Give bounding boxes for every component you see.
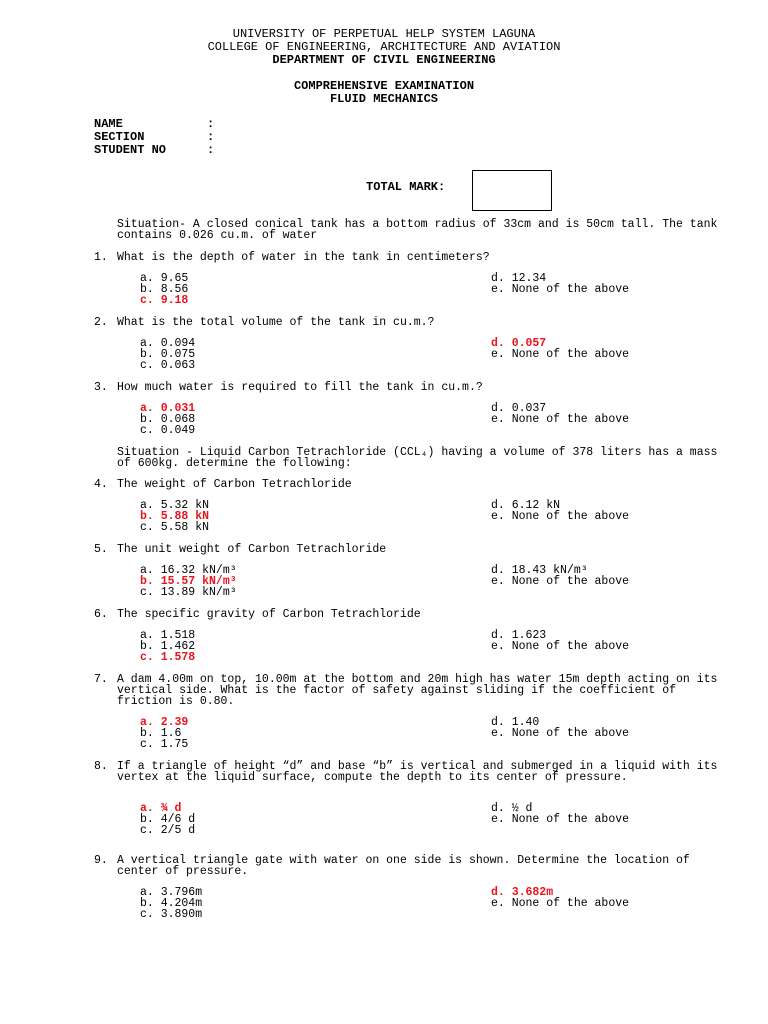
- total-mark-box: [472, 170, 552, 211]
- choice-e: e. None of the above: [491, 575, 630, 588]
- choice-b: b. 1.462: [140, 640, 196, 653]
- question-text: The weight of Carbon Tetrachloride: [117, 478, 352, 491]
- choice-b: b. 0.068: [140, 413, 196, 426]
- department-name: DEPARTMENT OF CIVIL ENGINEERING: [272, 53, 496, 67]
- choice-c: c. 13.89 kN/m³: [140, 586, 237, 599]
- choice-a: a. 9.65: [140, 272, 189, 285]
- choice-c: c. 3.890m: [140, 908, 203, 921]
- choice-e: e. None of the above: [491, 813, 630, 826]
- question-text: How much water is required to fill the tank in cu.m.?: [117, 381, 483, 394]
- question-number: 7.: [94, 673, 108, 686]
- choice-d: d. 1.40: [491, 716, 540, 729]
- question-text: What is the total volume of the tank in cu.m.?: [117, 316, 435, 329]
- choice-e: e. None of the above: [491, 897, 630, 910]
- question-text: A vertical triangle gate with water on one side is shown. Determine the location of center of pressure.: [117, 854, 690, 878]
- choice-a: a. 0.094: [140, 337, 196, 350]
- choice-a-answer: a. 2.39: [140, 716, 189, 729]
- choice-a: a. 3.796m: [140, 886, 203, 899]
- section-colon: :: [207, 130, 215, 144]
- question-text: The specific gravity of Carbon Tetrachloride: [117, 608, 421, 621]
- student-no-label: STUDENT NO: [94, 143, 167, 157]
- question-text: What is the depth of water in the tank in centimeters?: [117, 251, 490, 264]
- choice-d-answer: d. 0.057: [491, 337, 547, 350]
- situation-2: Situation - Liquid Carbon Tetrachloride (CCL₄) having a volume of 378 liters has a mass of 600kg. determine the following:: [117, 446, 718, 470]
- subject-title: FLUID MECHANICS: [329, 92, 439, 106]
- choice-e: e. None of the above: [491, 283, 630, 296]
- choice-e: e. None of the above: [491, 348, 630, 361]
- choice-b: b. 4.204m: [140, 897, 203, 910]
- choice-e: e. None of the above: [491, 727, 630, 740]
- choice-c-answer: c. 1.578: [140, 651, 196, 664]
- name-label: NAME: [94, 117, 123, 131]
- exam-title: COMPREHENSIVE EXAMINATION: [293, 79, 475, 93]
- question-number: 4.: [94, 478, 108, 491]
- choice-b: b. 0.075: [140, 348, 196, 361]
- choice-b-answer: b. 5.88 kN: [140, 510, 210, 523]
- question-number: 2.: [94, 316, 108, 329]
- question-number: 9.: [94, 854, 108, 867]
- choice-d: d. 18.43 kN/m³: [491, 564, 588, 577]
- choice-c: c. 0.049: [140, 424, 196, 437]
- total-mark-label: TOTAL MARK:: [366, 180, 446, 194]
- choice-c: c. 0.063: [140, 359, 196, 372]
- choice-b-answer: b. 15.57 kN/m³: [140, 575, 237, 588]
- choice-a: a. 1.518: [140, 629, 196, 642]
- choice-c: c. 2/5 d: [140, 824, 196, 837]
- choice-d: d. 0.037: [491, 402, 547, 415]
- question-number: 3.: [94, 381, 108, 394]
- question-text: A dam 4.00m on top, 10.00m at the bottom and 20m high has water 15m depth acting on its vertical side. What is the factor of safety against sliding if the coefficient of friction is 0.80.: [117, 673, 718, 708]
- choice-c-answer: c. 9.18: [140, 294, 189, 307]
- choice-c: c. 1.75: [140, 738, 189, 751]
- question-text: If a triangle of height “d” and base “b” is vertical and submerged in a liquid with its vertex at the liquid surface, compute the depth to its center of pressure.: [117, 760, 718, 784]
- choice-e: e. None of the above: [491, 413, 630, 426]
- section-label: SECTION: [94, 130, 145, 144]
- choice-b: b. 8.56: [140, 283, 189, 296]
- question-text: The unit weight of Carbon Tetrachloride: [117, 543, 387, 556]
- choice-d: d. 1.623: [491, 629, 547, 642]
- university-name: UNIVERSITY OF PERPETUAL HELP SYSTEM LAGUNA: [232, 27, 536, 41]
- question-number: 1.: [94, 251, 108, 264]
- situation-1: Situation- A closed conical tank has a bottom radius of 33cm and is 50cm tall. The tank contains 0.026 cu.m. of water: [117, 218, 718, 242]
- choice-d: d. ½ d: [491, 802, 533, 815]
- choice-c: c. 5.58 kN: [140, 521, 210, 534]
- choice-a: a. 5.32 kN: [140, 499, 210, 512]
- question-number: 8.: [94, 760, 108, 773]
- choice-b: b. 4/6 d: [140, 813, 196, 826]
- question-number: 5.: [94, 543, 108, 556]
- question-number: 6.: [94, 608, 108, 621]
- choice-a-answer: a. 0.031: [140, 402, 196, 415]
- choice-e: e. None of the above: [491, 510, 630, 523]
- choice-d-answer: d. 3.682m: [491, 886, 554, 899]
- name-colon: :: [207, 117, 215, 131]
- choice-e: e. None of the above: [491, 640, 630, 653]
- student-no-colon: :: [207, 143, 215, 157]
- choice-a: a. 16.32 kN/m³: [140, 564, 237, 577]
- choice-b: b. 1.6: [140, 727, 182, 740]
- choice-d: d. 12.34: [491, 272, 547, 285]
- college-name: COLLEGE OF ENGINEERING, ARCHITECTURE AND AVIATION: [207, 40, 561, 54]
- choice-a-answer: a. ¾ d: [140, 802, 182, 815]
- choice-d: d. 6.12 kN: [491, 499, 561, 512]
